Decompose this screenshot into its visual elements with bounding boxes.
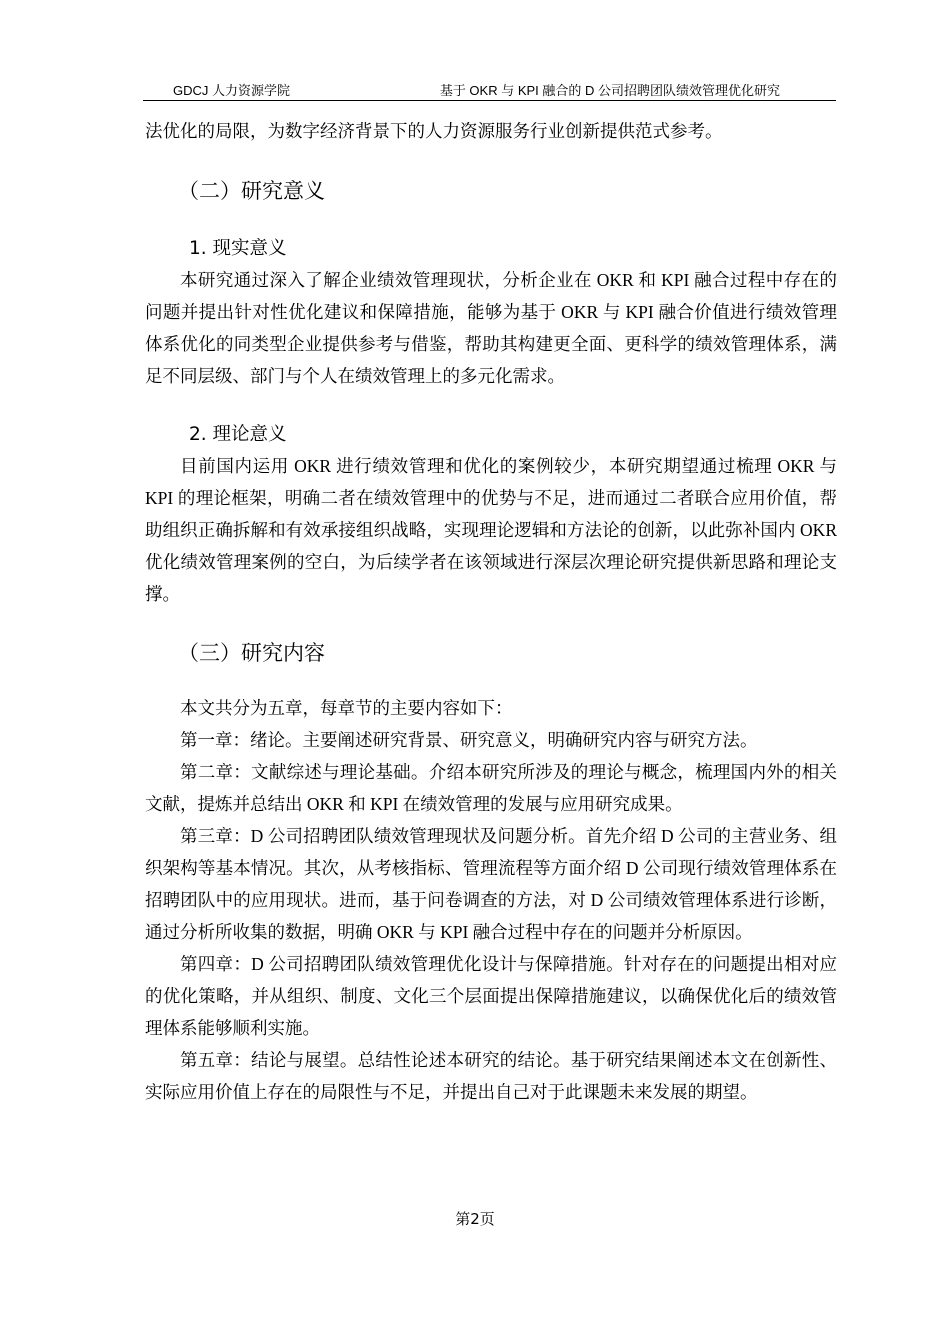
theoretical-significance-block [145,450,837,610]
intro-continuation-paragraph: 法优化的局限，为数字经济背景下的人力资源服务行业创新提供范式参考。 [145,121,723,141]
subsection-heading-practical-significance: 1. 现实意义 [189,238,287,259]
research-content-intro: 本文共分为五章，每章节的主要内容如下： [180,698,513,718]
subsection-heading-theoretical-significance: 2. 理论意义 [189,424,287,445]
chapter-two-paragraph: 第二章：文献综述与理论基础。介绍本研究所涉及的理论与概念，梳理国内外的相关文献，提炼并总结出 OKR 和 KPI 在绩效管理的发展与应用研究成果。 [145,762,837,814]
research-content-block [145,692,837,1108]
chapter-five-paragraph: 第五章：结论与展望。总结性论述本研究的结论。基于研究结果阐述本文在创新性、实际应用价值上存在的局限性与不足，并提出自己对于此课题未来发展的期望。 [145,1050,837,1102]
header-thesis-title: 基于 OKR 与 KPI 融合的 D 公司招聘团队绩效管理优化研究 [439,83,780,98]
section-heading-research-significance: （二）研究意义 [178,179,325,203]
practical-significance-block [145,264,837,392]
theoretical-significance-paragraph: 目前国内运用 OKR 进行绩效管理和优化的案例较少，本研究期望通过梳理 OKR 与 KPI 的理论框架，明确二者在绩效管理中的优势与不足，进而通过二者联合应用价值，帮助组织正确拆解和有效承接组织战略，实现理论逻辑和方法论的创新，以此弥补国内 OKR 优化绩效管理案例的空白，为后续学者在该领域进行深层次理论研究提供新思路和理论支撑。 [145,456,837,604]
practical-significance-paragraph: 本研究通过深入了解企业绩效管理现状，分析企业在 OKR 和 KPI 融合过程中存在的问题并提出针对性优化建议和保障措施，能够为基于 OKR 与 KPI 融合价值进行绩效管理体系优化的同类型企业提供参考与借鉴，帮助其构建更全面、更科学的绩效管理体系，满足不同层级、部门与个人在绩效管理上的多元化需求。 [145,270,837,386]
intro-continuation-block [145,115,837,147]
chapter-three-paragraph: 第三章：D 公司招聘团队绩效管理现状及问题分析。首先介绍 D 公司的主营业务、组织架构等基本情况。其次，从考核指标、管理流程等方面介绍 D 公司现行绩效管理体系在招聘团队中的应用现状。进而，基于问卷调查的方法，对 D 公司绩效管理体系进行诊断，通过分析所收集的数据，明确 OKR 与 KPI 融合过程中存在的问题并分析原因。 [145,826,837,942]
chapter-one-paragraph: 第一章：绪论。主要阐述研究背景、研究意义，明确研究内容与研究方法。 [180,730,758,750]
chapter-four-paragraph: 第四章：D 公司招聘团队绩效管理优化设计与保障措施。针对存在的问题提出相对应的优化策略，并从组织、制度、文化三个层面提出保障措施建议，以确保优化后的绩效管理体系能够顺利实施。 [145,954,837,1038]
header-institution: GDCJ 人力资源学院 [173,83,291,98]
page-number: 第2页 [455,1210,495,1228]
page-header [143,78,836,101]
section-heading-research-content: （三）研究内容 [178,641,325,665]
